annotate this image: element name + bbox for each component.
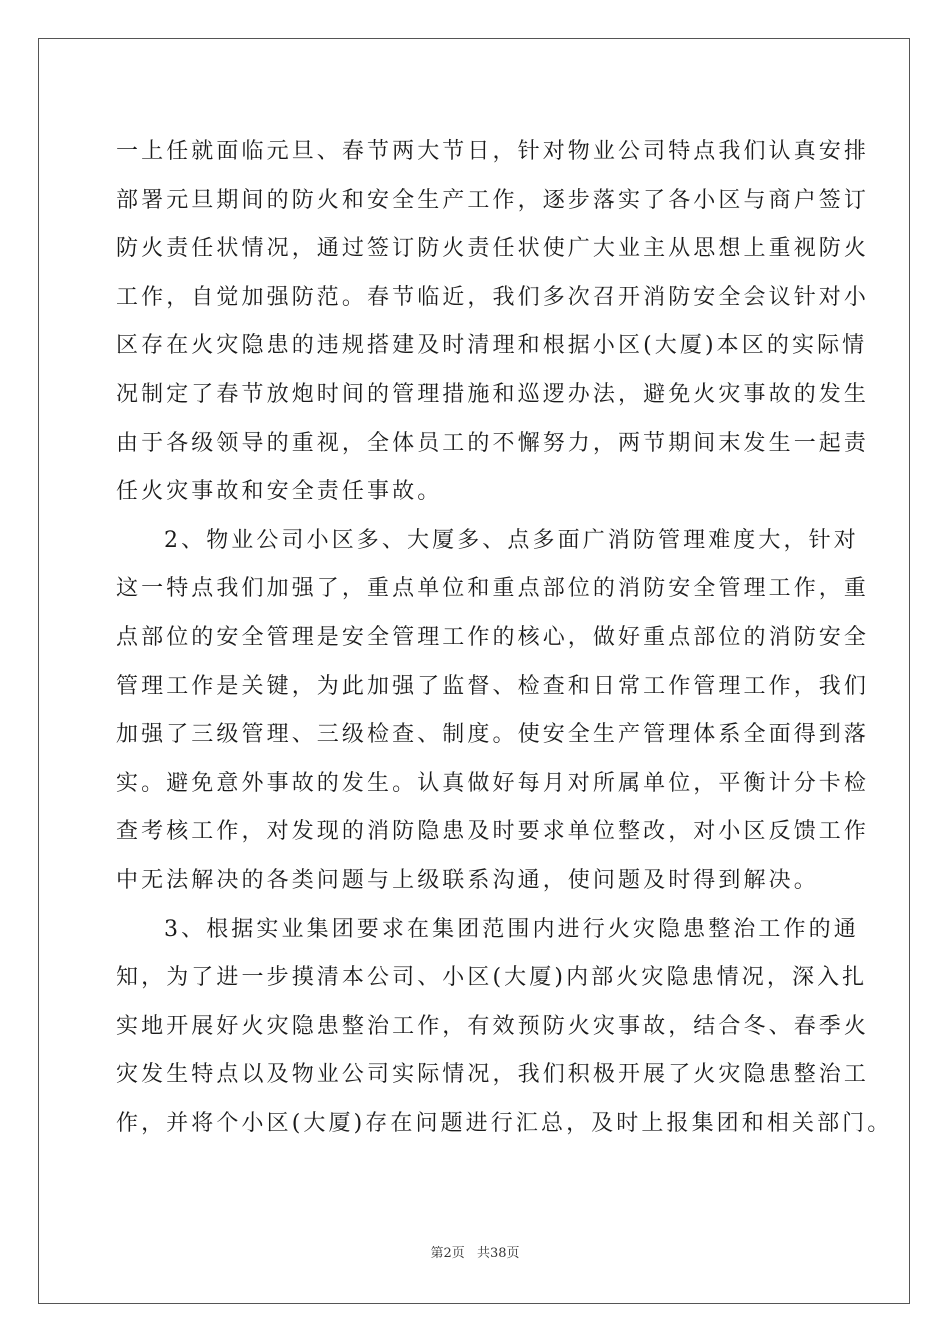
text-line: 作，并将个小区(大厦)存在问题进行汇总，及时上报集团和相关部门。 <box>116 1110 893 1136</box>
text-line: 由于各级领导的重视，全体员工的不懈努力，两节期间末发生一起责 <box>116 430 870 456</box>
page-total: 共38页 <box>476 1246 520 1261</box>
text-line: 加强了三级管理、三级检查、制度。使安全生产管理体系全面得到落 <box>116 722 870 748</box>
text-line: 工作，自觉加强防范。春节临近，我们多次召开消防安全会议针对小 <box>116 284 870 310</box>
text-line: 区存在火灾隐患的违规搭建及时清理和根据小区(大厦)本区的实际情 <box>116 333 868 359</box>
text-line: 知，为了进一步摸清本公司、小区(大厦)内部火灾隐患情况，深入扎 <box>116 965 868 991</box>
text-line: 防火责任状情况，通过签订防火责任状使广大业主从思想上重视防火 <box>116 236 870 262</box>
text-line: 2、物业公司小区多、大厦多、点多面广消防管理难度大，针对 <box>164 527 859 553</box>
text-line: 查考核工作，对发现的消防隐患及时要求单位整改，对小区反馈工作 <box>116 819 870 845</box>
text-line: 实地开展好火灾隐患整治工作，有效预防火灾事故，结合冬、春季火 <box>116 1013 870 1039</box>
document-body <box>116 128 893 1148</box>
page-footer <box>0 1242 950 1261</box>
text-line: 一上任就面临元旦、春节两大节日，针对物业公司特点我们认真安排 <box>116 139 870 164</box>
text-line: 中无法解决的各类问题与上级联系沟通，使问题及时得到解决。 <box>116 867 819 893</box>
text-line: 况制定了春节放炮时间的管理措施和巡逻办法，避免火灾事故的发生 <box>116 381 870 407</box>
text-line: 管理工作是关键，为此加强了监督、检查和日常工作管理工作，我们 <box>116 673 870 699</box>
text-line: 灾发生特点以及物业公司实际情况，我们积极开展了火灾隐患整治工 <box>116 1062 870 1088</box>
page-number: 第2页 <box>430 1246 465 1261</box>
text-line: 这一特点我们加强了，重点单位和重点部位的消防安全管理工作，重 <box>116 576 870 602</box>
text-line: 任火灾事故和安全责任事故。 <box>116 479 443 505</box>
text-line: 部署元旦期间的防火和安全生产工作，逐步落实了各小区与商户签订 <box>116 187 870 213</box>
text-line: 3、根据实业集团要求在集团范围内进行火灾隐患整治工作的通 <box>164 916 859 942</box>
text-line: 点部位的安全管理是安全管理工作的核心，做好重点部位的消防安全 <box>116 624 870 650</box>
text-line: 实。避免意外事故的发生。认真做好每月对所属单位，平衡计分卡检 <box>116 770 870 796</box>
